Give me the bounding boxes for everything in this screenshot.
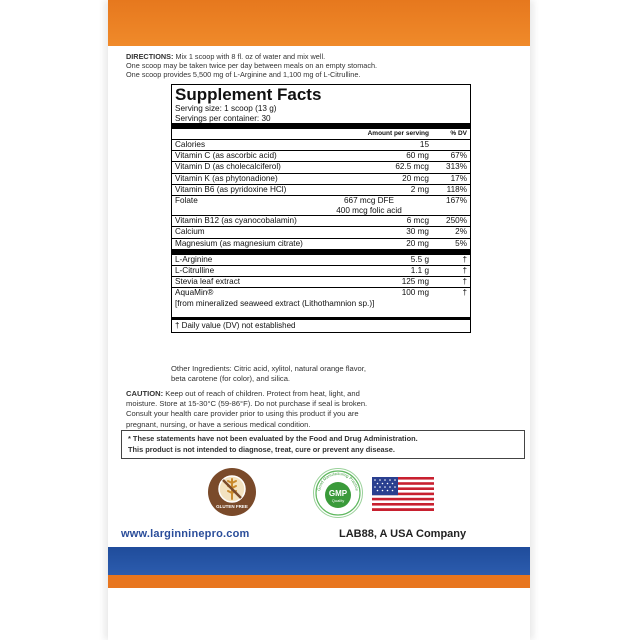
facts-row xyxy=(172,227,470,238)
caution-label: CAUTION: xyxy=(126,389,164,398)
dv-header: % DV xyxy=(450,130,467,137)
facts-row xyxy=(172,216,470,227)
caution-line-1: Keep out of reach of children. Protect from heat, light, and xyxy=(165,389,360,398)
nutrient-dv: 67% xyxy=(450,151,467,161)
directions-text xyxy=(126,52,516,79)
nutrient-dv: 167% xyxy=(446,196,467,206)
nutrient-amount: 30 mg xyxy=(406,227,429,237)
nutrient-dv: † xyxy=(462,266,467,276)
facts-row xyxy=(172,140,470,151)
facts-row xyxy=(172,277,470,288)
nutrient-name: AquaMin® xyxy=(175,288,214,298)
nutrient-amount: 100 mg xyxy=(401,288,429,298)
nutrient-dv: † xyxy=(462,254,467,264)
footer-row xyxy=(108,525,530,545)
nutrient-amount: 1.1 g xyxy=(410,266,429,276)
usa-flag-icon xyxy=(372,477,434,511)
company-name: LAB88, A USA Company xyxy=(339,528,467,540)
nutrient-name: Vitamin B6 (as pyridoxine HCl) xyxy=(175,184,287,194)
nutrient-amount: 62.5 mcg xyxy=(395,162,429,172)
nutrient-name: Vitamin C (as ascorbic acid) xyxy=(175,151,277,161)
nutrient-dv: 250% xyxy=(446,216,467,226)
nutrient-name: Vitamin B12 (as cyanocobalamin) xyxy=(175,216,297,226)
nutrient-dv: 5% xyxy=(455,238,467,248)
gmp-sub-text: Quality xyxy=(331,498,345,503)
aquamin-source: [from mineralized seaweed extract (Lithothamnion sp.)] xyxy=(175,298,375,308)
directions-label: DIRECTIONS: xyxy=(126,52,174,61)
nutrient-amount: 15 xyxy=(419,140,429,149)
gluten-free-text: GLUTEN FREE xyxy=(216,504,248,509)
top-orange-band xyxy=(108,0,530,46)
folate-dfe: 667 mcg DFE xyxy=(343,196,395,206)
facts-row xyxy=(172,185,470,196)
facts-row xyxy=(172,239,470,249)
facts-row xyxy=(172,255,470,266)
nutrient-dv: 118% xyxy=(446,184,467,194)
gmp-quality-badge xyxy=(313,468,363,518)
website-url: www.larginninepro.com xyxy=(121,528,250,540)
nutrient-name: Magnesium (as magnesium citrate) xyxy=(175,238,303,248)
caution-line-3: Consult your health care provider prior to using this product if you are xyxy=(126,409,359,419)
nutrient-dv: † xyxy=(462,288,467,298)
nutrient-dv: † xyxy=(462,277,467,287)
folate-folic-acid: 400 mcg folic acid xyxy=(336,205,402,215)
amount-per-serving-header: Amount per serving xyxy=(367,130,429,137)
serving-size: Serving size: 1 scoop (13 g) xyxy=(175,104,277,113)
supplement-facts-panel xyxy=(171,84,471,333)
bottom-orange-band xyxy=(108,575,530,588)
directions-line-3: One scoop provides 5,500 mg of L-Arginine and 1,100 mg of L-Citrulline. xyxy=(126,70,361,79)
nutrient-amount: 125 mg xyxy=(401,277,429,287)
nutrient-name: Folate xyxy=(175,196,198,206)
directions-line-1: Mix 1 scoop with 8 fl. oz of water and mix well. xyxy=(175,52,326,61)
other-ingredients-line-2: beta carotene (for color), and silica. xyxy=(171,373,291,383)
nutrient-amount: 60 mg xyxy=(406,151,429,161)
fda-notice-box xyxy=(121,430,525,459)
facts-row xyxy=(172,196,470,216)
gmp-seal-icon xyxy=(314,469,362,517)
facts-header-row xyxy=(172,129,470,140)
nutrient-name: L-Arginine xyxy=(175,254,213,264)
gluten-free-icon xyxy=(208,468,256,516)
fda-notice-line-1: * These statements have not been evaluated by the Food and Drug Administration. xyxy=(128,434,418,443)
nutrient-name: Stevia leaf extract xyxy=(175,277,241,287)
caution-text xyxy=(126,389,516,430)
nutrient-dv xyxy=(429,140,467,150)
nutrient-name: L-Citrulline xyxy=(175,266,215,276)
gmp-ring-text: Good Manufacturing Practice xyxy=(316,470,360,492)
facts-row xyxy=(172,266,470,277)
dv-footnote: † Daily value (DV) not established xyxy=(175,320,296,330)
nutrient-amount xyxy=(309,196,429,215)
other-ingredients xyxy=(171,364,471,383)
nutrient-amount: 20 mg xyxy=(406,238,429,248)
nutrient-name: Vitamin K (as phytonadione) xyxy=(175,173,278,183)
facts-row xyxy=(172,162,470,173)
nutrient-name: Calcium xyxy=(175,227,205,237)
product-label-panel xyxy=(108,0,530,640)
facts-row xyxy=(172,151,470,162)
nutrient-dv: 2% xyxy=(455,227,467,237)
servings-per-container: Servings per container: 30 xyxy=(175,113,271,123)
nutrient-dv: 313% xyxy=(446,162,467,172)
gmp-main-text: GMP xyxy=(328,489,348,498)
caution-line-4: pregnant, nursing, or have a serious medical condition. xyxy=(126,419,311,429)
directions-line-2: One scoop may be taken twice per day between meals on an empty stomach. xyxy=(126,61,378,70)
other-ingredients-line-1: Other Ingredients: Citric acid, xylitol, natural orange flavor, xyxy=(171,364,366,373)
fda-notice-line-2: This product is not intended to diagnose, treat, cure or prevent any disease. xyxy=(128,444,395,454)
facts-row xyxy=(172,288,470,298)
usa-flag xyxy=(372,477,434,511)
nutrient-name: Calories xyxy=(175,140,206,149)
nutrient-amount: 6 mcg xyxy=(406,216,429,226)
gluten-free-badge xyxy=(208,468,256,516)
nutrient-dv: 17% xyxy=(450,173,467,183)
nutrient-amount: 5.5 g xyxy=(410,254,429,264)
supplement-facts-title: Supplement Facts xyxy=(175,85,322,104)
facts-row xyxy=(172,174,470,185)
caution-line-2: moisture. Store at 15-30°C (59-86°F). Do not purchase if seal is broken. xyxy=(126,399,368,409)
nutrient-amount: 2 mg xyxy=(410,184,429,194)
bottom-blue-band xyxy=(108,547,530,575)
nutrient-name: Vitamin D (as cholecalciferol) xyxy=(175,162,281,172)
nutrient-amount: 20 mcg xyxy=(402,173,429,183)
